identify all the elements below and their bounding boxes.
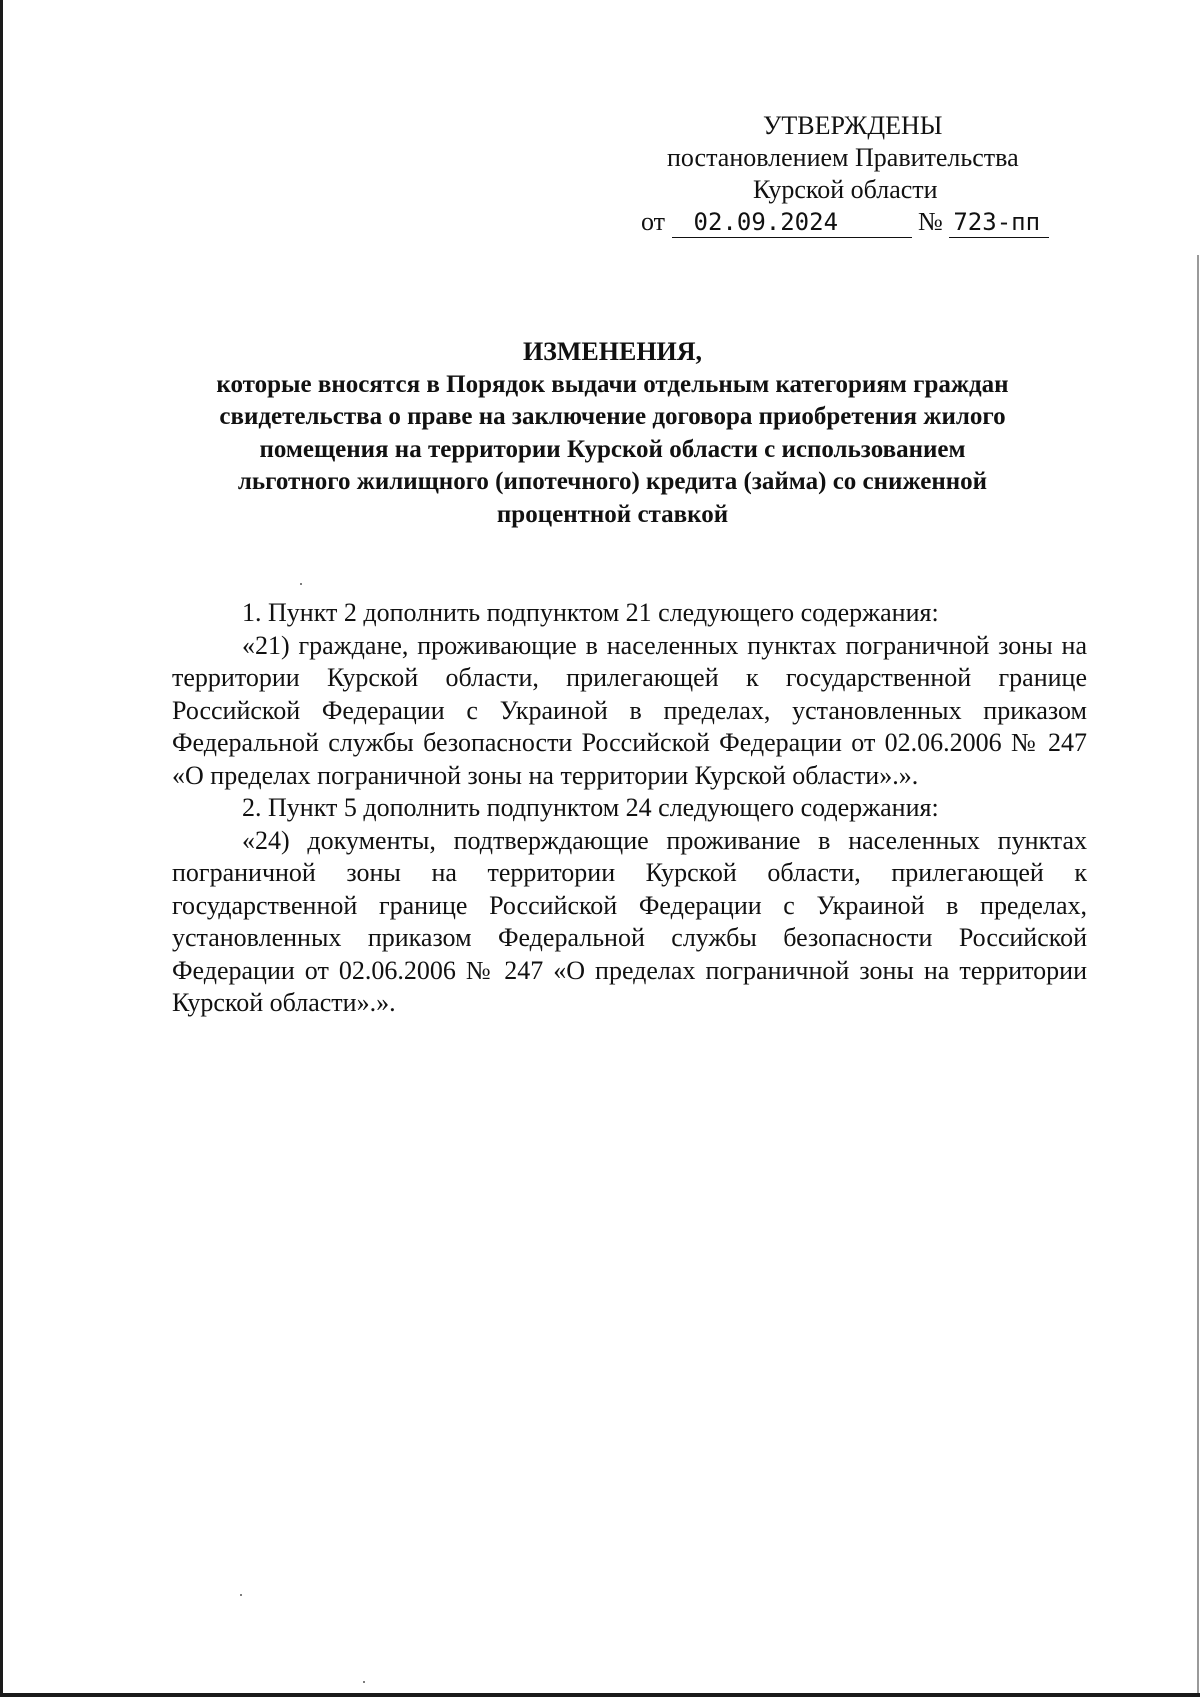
amendment-item-2-title: 2. Пункт 5 дополнить подпунктом 24 следующего содержания:	[242, 793, 939, 822]
scan-edge-left	[0, 0, 3, 1697]
document-title-block	[160, 336, 1065, 531]
approval-heading: УТВЕРЖДЕНЫ	[763, 111, 943, 140]
scan-speck	[300, 583, 302, 585]
document-subtitle-line: помещения на территории Курской области с использованием	[259, 435, 966, 463]
approval-by-resolution: постановлением Правительства	[667, 143, 1019, 172]
document-body	[172, 597, 1087, 1020]
approval-region: Курской области	[753, 175, 938, 204]
from-label: от	[641, 207, 666, 236]
scan-speck	[240, 1594, 242, 1596]
resolution-date: 02.09.2024	[672, 207, 912, 238]
scan-edge-bottom	[0, 1693, 1200, 1697]
approval-date-number-line	[620, 206, 1100, 238]
amendment-item-2-text: «24) документы, подтверждающие проживание в населенных пунктах пограничной зоны на территории Курской области, прилегающей к государственной границе Российской Федерации с Украиной в пределах, установленных приказом Федеральной службы безопасности Российской Федерации от 02.06.2006 № 247 «О пределах пограничной зоны на территории Курской области».».	[172, 825, 1087, 1017]
document-subtitle-line: которые вносятся в Порядок выдачи отдельным категориям граждан	[216, 370, 1009, 398]
number-label: №	[918, 207, 943, 236]
amendment-item-1-title: 1. Пункт 2 дополнить подпунктом 21 следующего содержания:	[242, 598, 939, 627]
document-subtitle-line: льготного жилищного (ипотечного) кредита (займа) со сниженной	[237, 468, 988, 495]
scan-speck	[363, 1681, 365, 1683]
resolution-number: 723-пп	[949, 207, 1049, 238]
amendment-item-1-text: «21) граждане, проживающие в населенных пунктах пограничной зоны на территории Курской области, прилегающей к государственной границе Российской Федерации с Украиной в пределах, установленных приказом Федеральной службы безопасности Российской Федерации от 02.06.2006 № 247 «О пределах пограничной зоны на территории Курской области».».	[172, 630, 1087, 790]
document-subtitle-line: свидетельства о праве на заключение договора приобретения жилого	[219, 403, 1006, 430]
document-heading: ИЗМЕНЕНИЯ,	[522, 337, 703, 366]
approval-stamp-block	[620, 110, 1100, 238]
document-subtitle-line: процентной ставкой	[496, 500, 729, 528]
scan-edge-right	[1197, 255, 1199, 1695]
